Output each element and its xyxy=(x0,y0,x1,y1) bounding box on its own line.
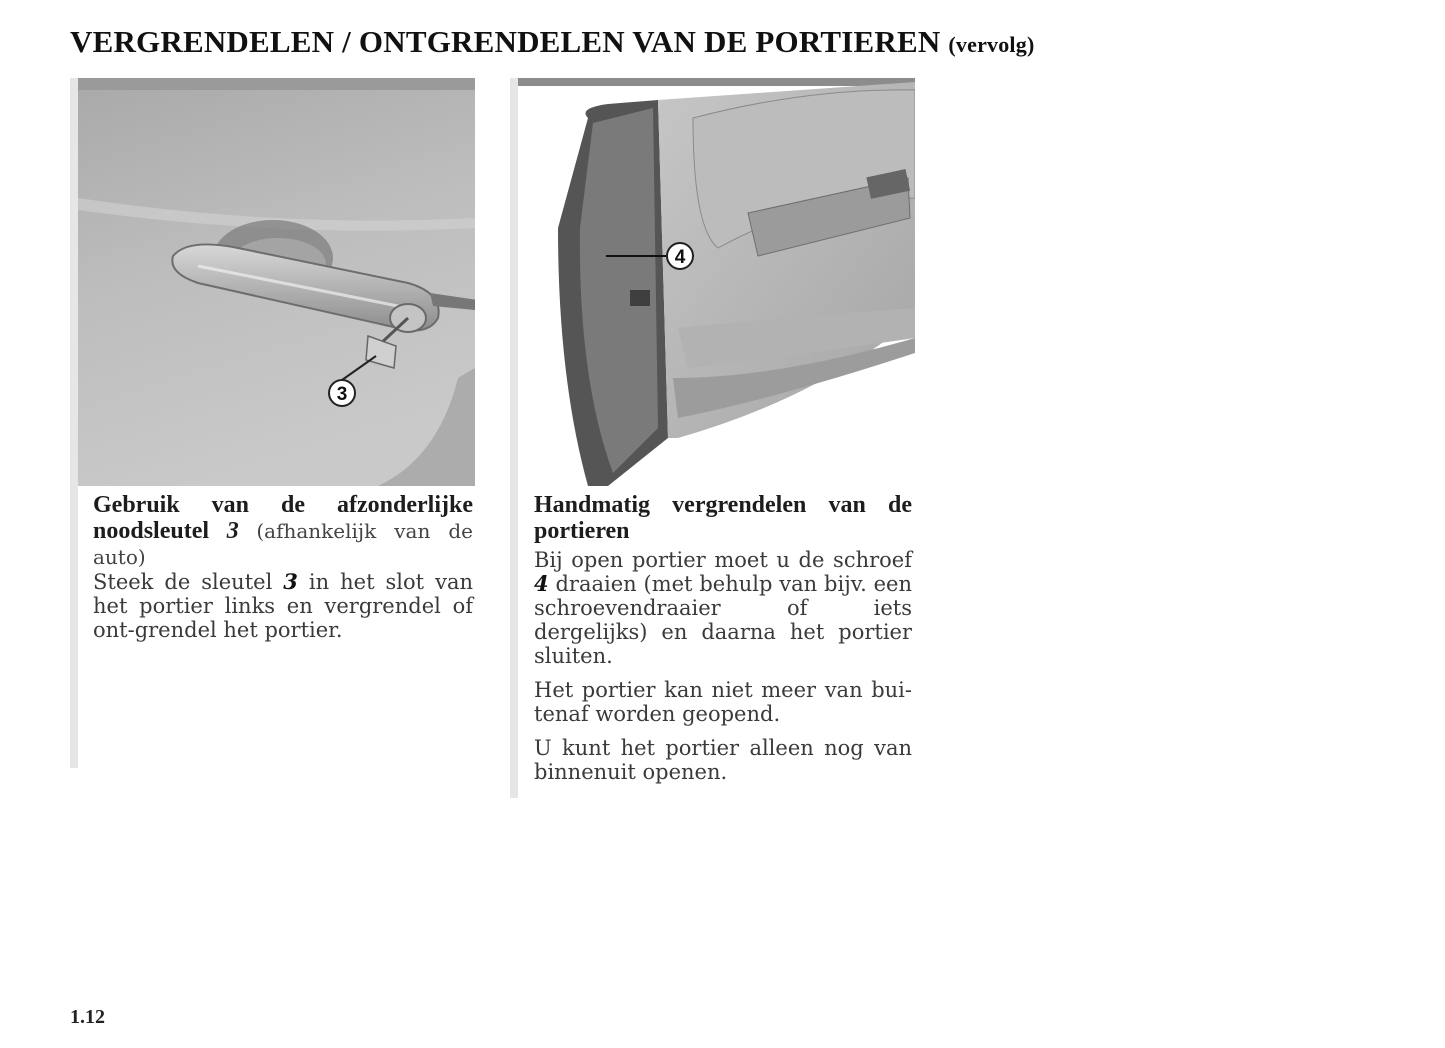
manual-locking-section xyxy=(510,78,923,798)
instruction-text-after: in het slot van het portier links en vergrendel of ont-grendel het portier. xyxy=(93,570,473,642)
manual-locking-text xyxy=(534,492,912,794)
instruction-text-before: Steek de sleutel xyxy=(93,570,273,594)
emergency-key-instruction xyxy=(93,570,473,642)
emergency-key-heading-ref: 3 xyxy=(226,518,239,544)
callout-4-label: 4 xyxy=(674,247,686,268)
emergency-key-section xyxy=(70,78,483,768)
page-title-main: VERGRENDELEN / ONTGRENDELEN VAN DE PORTIEREN xyxy=(70,24,941,59)
emergency-key-heading xyxy=(93,492,473,570)
callout-3-label: 3 xyxy=(336,384,348,405)
door-handle-photo xyxy=(78,78,475,486)
manual-locking-para-2: Het portier kan niet meer van bui-tenaf worden geopend. xyxy=(534,678,912,726)
para1-text-after: draaien (met behulp van bijv. een schroevendraaier of iets dergelijks) en daarna het portier sluiten. xyxy=(534,572,912,668)
page-number: 1.12 xyxy=(70,1006,105,1028)
manual-locking-para-3: U kunt het portier alleen nog van binnenuit openen. xyxy=(534,736,912,784)
para1-text-before: Bij open portier moet u de schroef xyxy=(534,548,912,572)
page-title xyxy=(70,24,1034,60)
manual-locking-para-1 xyxy=(534,548,912,668)
page-title-suffix: (vervolg) xyxy=(948,32,1035,57)
emergency-key-heading-bold: Gebruik van de afzonderlijke noodsleutel xyxy=(93,492,473,544)
emergency-key-heading-note: (afhankelijk van de auto) xyxy=(93,519,474,569)
manual-locking-heading: Handmatig vergrendelen van de portieren xyxy=(534,492,912,544)
para1-ref-4: 4 xyxy=(534,571,549,596)
open-door-photo xyxy=(518,78,915,486)
instruction-ref-3: 3 xyxy=(283,569,298,594)
emergency-key-text xyxy=(93,492,473,652)
